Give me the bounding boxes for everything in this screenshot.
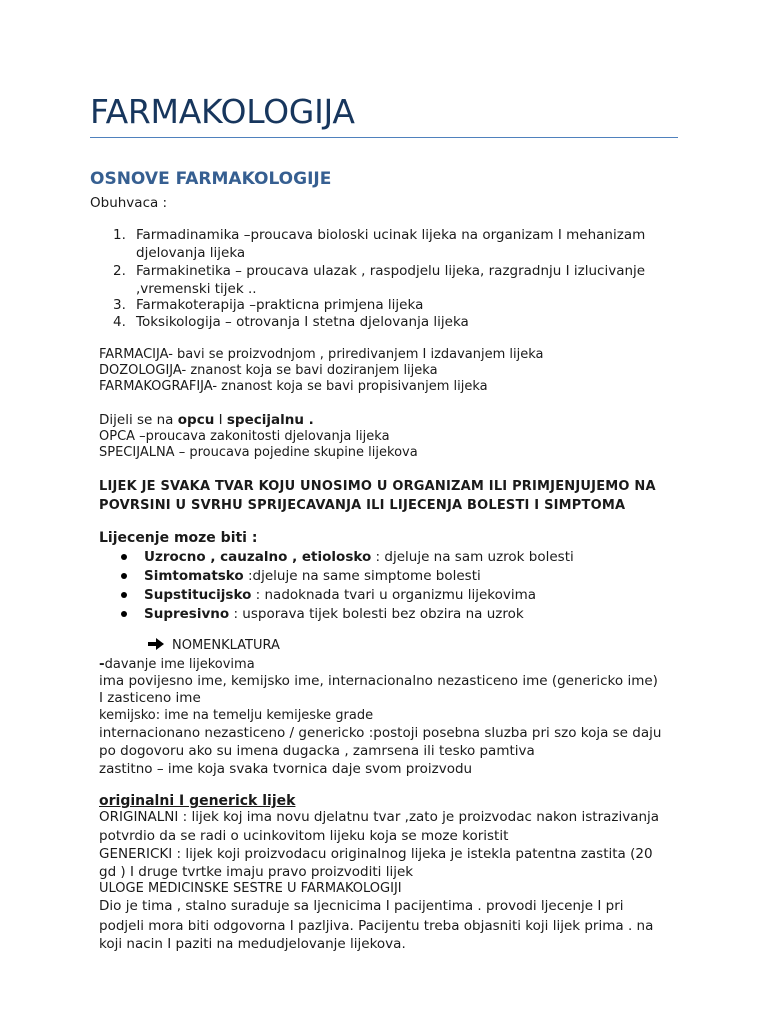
treatment-term: Supstitucijsko	[144, 587, 252, 603]
originalni-line-8: koji nacin I paziti na medudjelovanje lijekova.	[99, 936, 406, 952]
list-item-text: Toksikologija – otrovanja I stetna djelovanja lijeka	[136, 314, 469, 330]
originalni-line-5: ULOGE MEDICINSKE SESTRE U FARMAKOLOGIJI	[99, 881, 402, 896]
opca-definition: OPCA –proucava zakonitosti djelovanja lijeka	[99, 429, 390, 444]
lijek-definition-line-1: LIJEK JE SVAKA TVAR KOJU UNOSIMO U ORGANIZAM ILI PRIMJENJUJEMO NA	[99, 479, 656, 494]
originalni-line-6: Dio je tima , stalno suraduje sa ljecnicima I pacijentima . provodi ljecenje I pri	[99, 898, 624, 914]
originalni-heading: originalni I generick lijek	[99, 793, 296, 809]
definition-farmakografija: FARMAKOGRAFIJA- znanost koja se bavi propisivanjem lijeka	[99, 379, 488, 394]
treatment-desc: : djeluje na sam uzrok bolesti	[371, 549, 574, 565]
division-mid: I	[214, 412, 227, 428]
treatment-item	[144, 586, 536, 604]
nomenclature-line-6: po dogovoru ako su imena dugacka , zamrsena ili tesko pamtiva	[99, 743, 535, 759]
title-underline-divider	[90, 137, 678, 138]
nomenclature-line-4: kemijsko: ime na temelju kemijeske grade	[99, 708, 374, 723]
bullet-icon	[121, 611, 127, 617]
obuhvaca-label: Obuhvaca :	[90, 195, 168, 211]
originalni-line-3: GENERICKI : lijek koji proizvodacu originalnog lijeka je istekla patentna zastita (20	[99, 846, 653, 862]
list-item-number: 1.	[113, 227, 126, 243]
arrow-right-icon	[148, 638, 164, 650]
nomenclature-line	[99, 655, 255, 673]
treatment-item	[144, 567, 481, 585]
section-heading: OSNOVE FARMAKOLOGIJE	[90, 169, 332, 189]
treatment-term: Uzrocno , cauzalno , etiolosko	[144, 549, 372, 565]
division-prefix: Dijeli se na	[99, 412, 178, 428]
bullet-icon	[121, 573, 127, 579]
lijek-definition-line-2: POVRSINI U SVRHU SPRIJECAVANJA ILI LIJECENJA BOLESTI I SIMPTOMA	[99, 498, 626, 513]
originalni-line-4: gd ) I druge tvrtke imaju pravo proizvoditi lijek	[99, 864, 414, 880]
treatment-item	[144, 548, 574, 566]
list-item-text: Farmakoterapija –prakticna primjena lijeka	[136, 297, 424, 313]
treatment-term: Supresivno	[144, 606, 230, 622]
division-specijalnu: specijalnu .	[226, 412, 314, 428]
list-item-text: Farmakinetika – proucava ulazak , raspodjelu lijeka, razgradnju I izlucivanje	[136, 263, 646, 279]
treatment-item	[144, 605, 524, 623]
definition-farmacija: FARMACIJA- bavi se proizvodnjom , priredivanjem I izdavanjem lijeka	[99, 347, 544, 362]
division-line	[99, 411, 314, 429]
bullet-icon	[121, 554, 127, 560]
specijalna-definition: SPECIJALNA – proucava pojedine skupine lijekova	[99, 445, 418, 460]
treatment-term: Simtomatsko	[144, 568, 244, 584]
originalni-line-7: podjeli mora biti odgovorna I pazljiva. Pacijentu treba objasniti koji lijek prima . na	[99, 918, 654, 934]
nomenclature-line-7: zastitno – ime koja svaka tvornica daje svom proizvodu	[99, 761, 473, 777]
nomenclature-line-5: internacionano nezasticeno / genericko :postoji posebna sluzba pri szo koja se daju	[99, 725, 662, 741]
nomenclature-heading: NOMENKLATURA	[172, 638, 280, 653]
bullet-icon	[121, 592, 127, 598]
list-item-text: Farmadinamika –proucava bioloski ucinak lijeka na organizam I mehanizam	[136, 227, 646, 243]
nomenclature-dash: -	[99, 656, 105, 672]
list-item-number: 3.	[113, 297, 126, 313]
definition-dozologija: DOZOLOGIJA- znanost koja se bavi doziranjem lijeka	[99, 363, 438, 378]
list-item-text-continued: djelovanja lijeka	[136, 245, 246, 261]
originalni-line-1: ORIGINALNI : lijek koj ima novu djelatnu tvar ,zato je proizvodac nakon istrazivanja	[99, 809, 660, 825]
division-opcu: opcu	[177, 412, 215, 428]
document-title: FARMAKOLOGIJA	[90, 92, 355, 131]
nomenclature-line-1: davanje ime lijekovima	[104, 657, 255, 672]
list-item-text-continued: ,vremenski tijek ..	[136, 281, 257, 297]
list-item-number: 4.	[113, 314, 126, 330]
treatment-desc: : usporava tijek bolesti bez obzira na uzrok	[229, 606, 524, 622]
treatment-desc: :djeluje na same simptome bolesti	[243, 568, 481, 584]
originalni-line-2: potvrdio da se radi o ucinkovitom lijeku koja se moze koristit	[99, 828, 509, 844]
list-item-number: 2.	[113, 263, 126, 279]
treatment-desc: : nadoknada tvari u organizmu lijekovima	[251, 587, 537, 603]
nomenclature-line-2: ima povijesno ime, kemijsko ime, internacionalno nezasticeno ime (genericko ime)	[99, 673, 658, 689]
treatment-heading: Lijecenje moze biti :	[99, 530, 258, 546]
nomenclature-line-3: I zasticeno ime	[99, 690, 201, 706]
